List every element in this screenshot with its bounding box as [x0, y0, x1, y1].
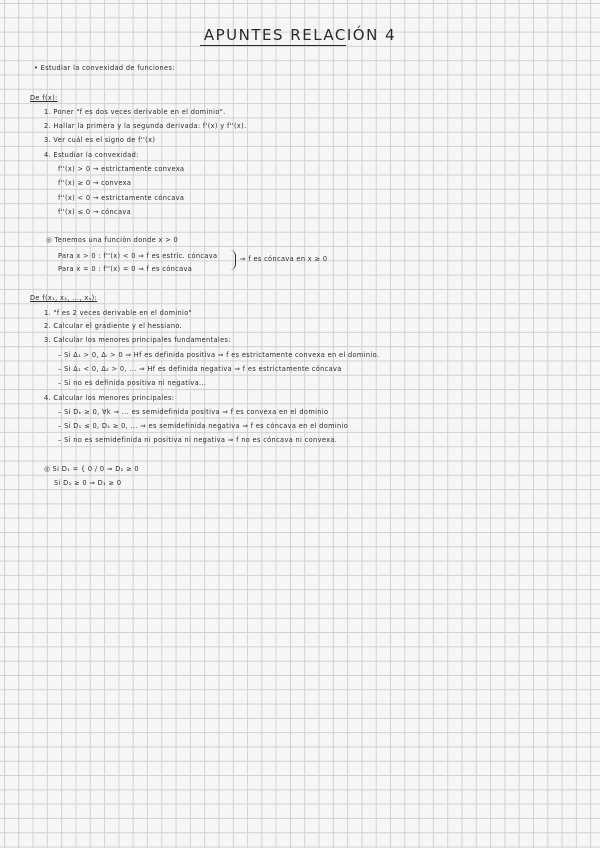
sec1-note-conclusion: ⇒ f es cóncava en x ≥ 0 [240, 255, 328, 263]
sec1-item-1: 1. Poner "f es dos veces derivable en el dominio". [44, 108, 226, 116]
sec1-item-4: 4. Estudiar la convexidad: [44, 151, 139, 159]
sec2-item-3: 3. Calcular los menores principales fundamentales: [44, 336, 231, 344]
sec1-case-1: f''(x) > 0 → estrictamente convexa [58, 165, 185, 173]
curly-brace [230, 250, 236, 270]
sec2-sub4-3: – Si no es semidefinida ni positiva ni negativa ⇒ f no es cóncava ni convexa. [58, 436, 338, 444]
sec2-item-2: 2. Calcular el gradiente y el hessiano. [44, 322, 183, 330]
sec1-note-line2: Para x = 0 : f''(x) = 0 ⇒ f es cóncava [58, 265, 193, 273]
title-underline [200, 45, 346, 46]
sec2-sub3-3: – Si no es definida positiva ni negativa... [58, 379, 207, 387]
sec2-note-b: Si D₂ ≥ 0 ⇒ D₁ ≥ 0 [54, 479, 122, 487]
sec2-item-4: 4. Calcular los menores principales: [44, 394, 175, 402]
sec2-sub3-1: – Si Δ₁ > 0, Δᵢ > 0 ⇒ Hf es definida positiva ⇒ f es estrictamente convexa en el dominio. [58, 351, 380, 359]
sec2-sub3-2: – Si Δ₁ < 0, Δ₂ > 0, ... ⇒ Hf es definida negativa ⇒ f es estrictamente cóncava [58, 365, 342, 373]
sec2-item-1: 1. "f es 2 veces derivable en el dominio" [44, 309, 193, 317]
sec2-note-a: ◎ Si D₁ = { 0 / 0 ⇒ D₂ ≥ 0 [44, 465, 139, 473]
sec1-note-line1: Para x > 0 : f''(x) < 0 ⇒ f es estric. cóncava [58, 252, 218, 260]
sec1-note: ◎ Tenemos una función donde x > 0 [46, 236, 179, 244]
page-title: APUNTES RELACIÓN 4 [203, 26, 397, 44]
sec1-case-3: f''(x) < 0 → estrictamente cóncava [58, 194, 185, 202]
intro-line: • Estudiar la convexidad de funciones: [34, 64, 175, 72]
sec1-item-3: 3. Ver cuál es el signo de f''(x) [44, 136, 156, 144]
section1-heading: De f(x): [30, 94, 58, 102]
sec1-case-4: f''(x) ≤ 0 → cóncava [58, 208, 132, 216]
sec1-case-2: f''(x) ≥ 0 → convexa [58, 179, 132, 187]
section2-heading: De f(x₁, x₂, ..., xₙ): [30, 294, 98, 302]
sec2-sub4-2: – Si D₁ ≤ 0, D₂ ≥ 0, ... ⇒ es semidefinida negativa ⇒ f es cóncava en el dominio [58, 422, 349, 430]
sec2-sub4-1: – Si Dₖ ≥ 0, ∀k ⇒ ... es semidefinida positiva ⇒ f es convexa en el dominio [58, 408, 329, 416]
sec1-item-2: 2. Hallar la primera y la segunda derivada: f'(x) y f''(x). [44, 122, 247, 130]
